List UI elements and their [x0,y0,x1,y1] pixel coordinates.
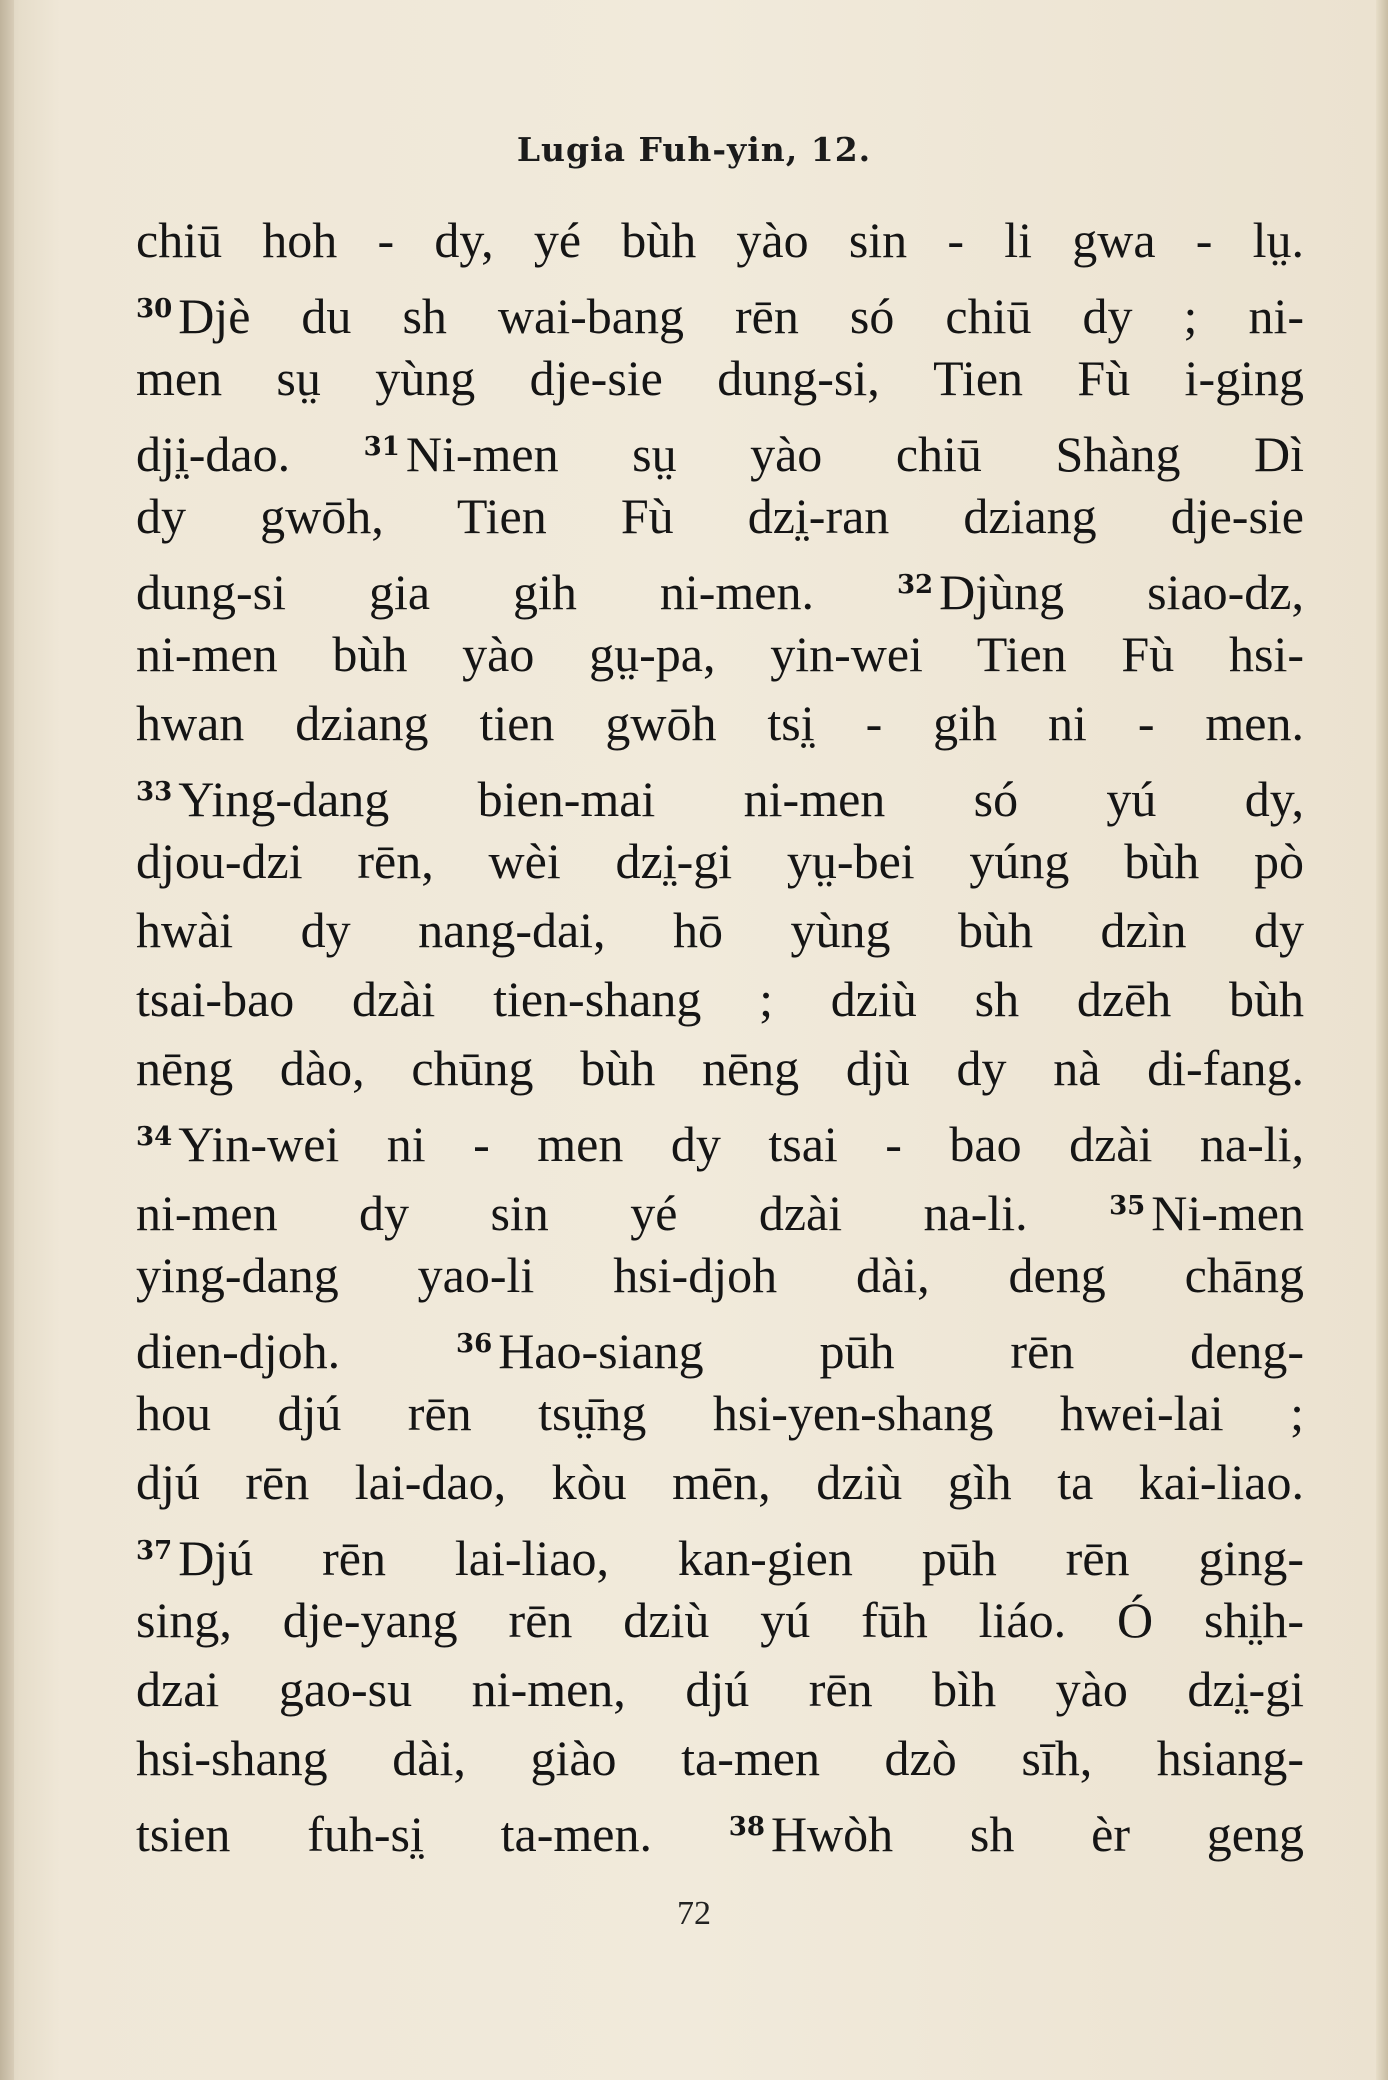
text-line [136,1379,1304,1448]
text-line [136,1103,1304,1172]
verse-number: 37 [136,1536,173,1566]
line-text: hwan dziang tien gwōh tsi̤ - gih ni - men. [136,695,1304,751]
text-line [136,758,1304,827]
text-line [136,1586,1304,1655]
line-text: ni-men dy sin yé dzài na-li. [136,1185,1110,1241]
text-line [136,827,1304,896]
line-text: sing, dje-yang rēn dziù yú fūh liáo. Ó shi̤h- [136,1592,1304,1648]
text-line [136,275,1304,344]
page-edge-left [0,0,14,2080]
line-text: nēng dào, chūng bùh nēng djù dy nà di-fang. [136,1040,1304,1096]
line-text: tsai-bao dzài tien-shang ; dziù sh dzēh bùh [136,971,1304,1027]
text-line [136,965,1304,1034]
verse-number: 34 [136,1122,173,1152]
line-text: dzai gao-su ni-men, djú rēn bìh yào dzi̤-gi [136,1661,1304,1717]
line-text: Ying-dang bien-mai ni-men só yú dy, [178,771,1304,827]
line-text: men sṳ yùng dje-sie dung-si, Tien Fù i-ging [136,350,1304,406]
line-text: Djú rēn lai-liao, kan-gien pūh rēn ging- [178,1530,1304,1586]
line-text: Ni-men [1151,1185,1304,1241]
line-text: tsien fuh-si̤ ta-men. [136,1806,729,1862]
text-line [136,551,1304,620]
line-text: hou djú rēn tsṳ̄ng hsi-yen-shang hwei-lai ; [136,1385,1304,1441]
text-line [136,620,1304,689]
line-text: Yin-wei ni - men dy tsai - bao dzài na-li, [178,1116,1304,1172]
text-line [136,1310,1304,1379]
text-line [136,482,1304,551]
line-text: dung-si gia gih ni-men. [136,564,897,620]
verse-number: 30 [136,294,173,324]
line-text: Hao-siang pūh rēn deng- [498,1323,1304,1379]
running-head: Lugia Fuh-yin, 12. [516,130,872,169]
page-number: 72 [677,1895,711,1932]
line-text: hsi-shang dài, giào ta-men dzò sīh, hsiang- [136,1730,1304,1786]
text-line [136,1724,1304,1793]
verse-number: 33 [136,777,173,807]
line-text: Djùng siao-dz, [939,564,1304,620]
text-line [136,1655,1304,1724]
line-text: ni-men bùh yào gṳ-pa, yin-wei Tien Fù hsi- [136,626,1304,682]
text-line [136,896,1304,965]
line-text: hwài dy nang-dai, hō yùng bùh dzìn dy [136,902,1304,958]
verse-number: 31 [363,432,400,462]
text-line [136,1793,1304,1862]
verse-number: 35 [1109,1191,1146,1221]
verse-number: 36 [456,1329,493,1359]
verse-number: 32 [896,570,934,600]
line-text: chiū hoh - dy, yé bùh yào sin - li gwa - lṳ. [136,212,1304,268]
text-line [136,1517,1304,1586]
text-line [136,1172,1304,1241]
text-line [136,413,1304,482]
line-text: Ni-men sṳ yào chiū Shàng Dì [405,426,1304,482]
body-text [136,206,1304,1862]
verse-number: 38 [728,1812,765,1842]
text-line [136,1448,1304,1517]
page-edge-right [1376,0,1388,2080]
text-line [136,206,1304,275]
line-text: dien-djoh. [136,1323,456,1379]
text-line [136,689,1304,758]
line-text: Hwòh sh èr geng [770,1806,1304,1862]
line-text: djú rēn lai-dao, kòu mēn, dziù gìh ta kai-liao. [136,1454,1304,1510]
line-text: dy gwōh, Tien Fù dzi̤-ran dziang dje-sie [136,488,1304,544]
line-text: djou-dzi rēn, wèi dzi̤-gi yṳ-bei yúng bùh pò [136,833,1304,889]
text-line [136,1034,1304,1103]
line-text: ying-dang yao-li hsi-djoh dài, deng chāng [136,1247,1304,1303]
text-line [136,1241,1304,1310]
line-text: dji̤-dao. [136,426,364,482]
line-text: Djè du sh wai-bang rēn só chiū dy ; ni- [178,288,1304,344]
text-line [136,344,1304,413]
